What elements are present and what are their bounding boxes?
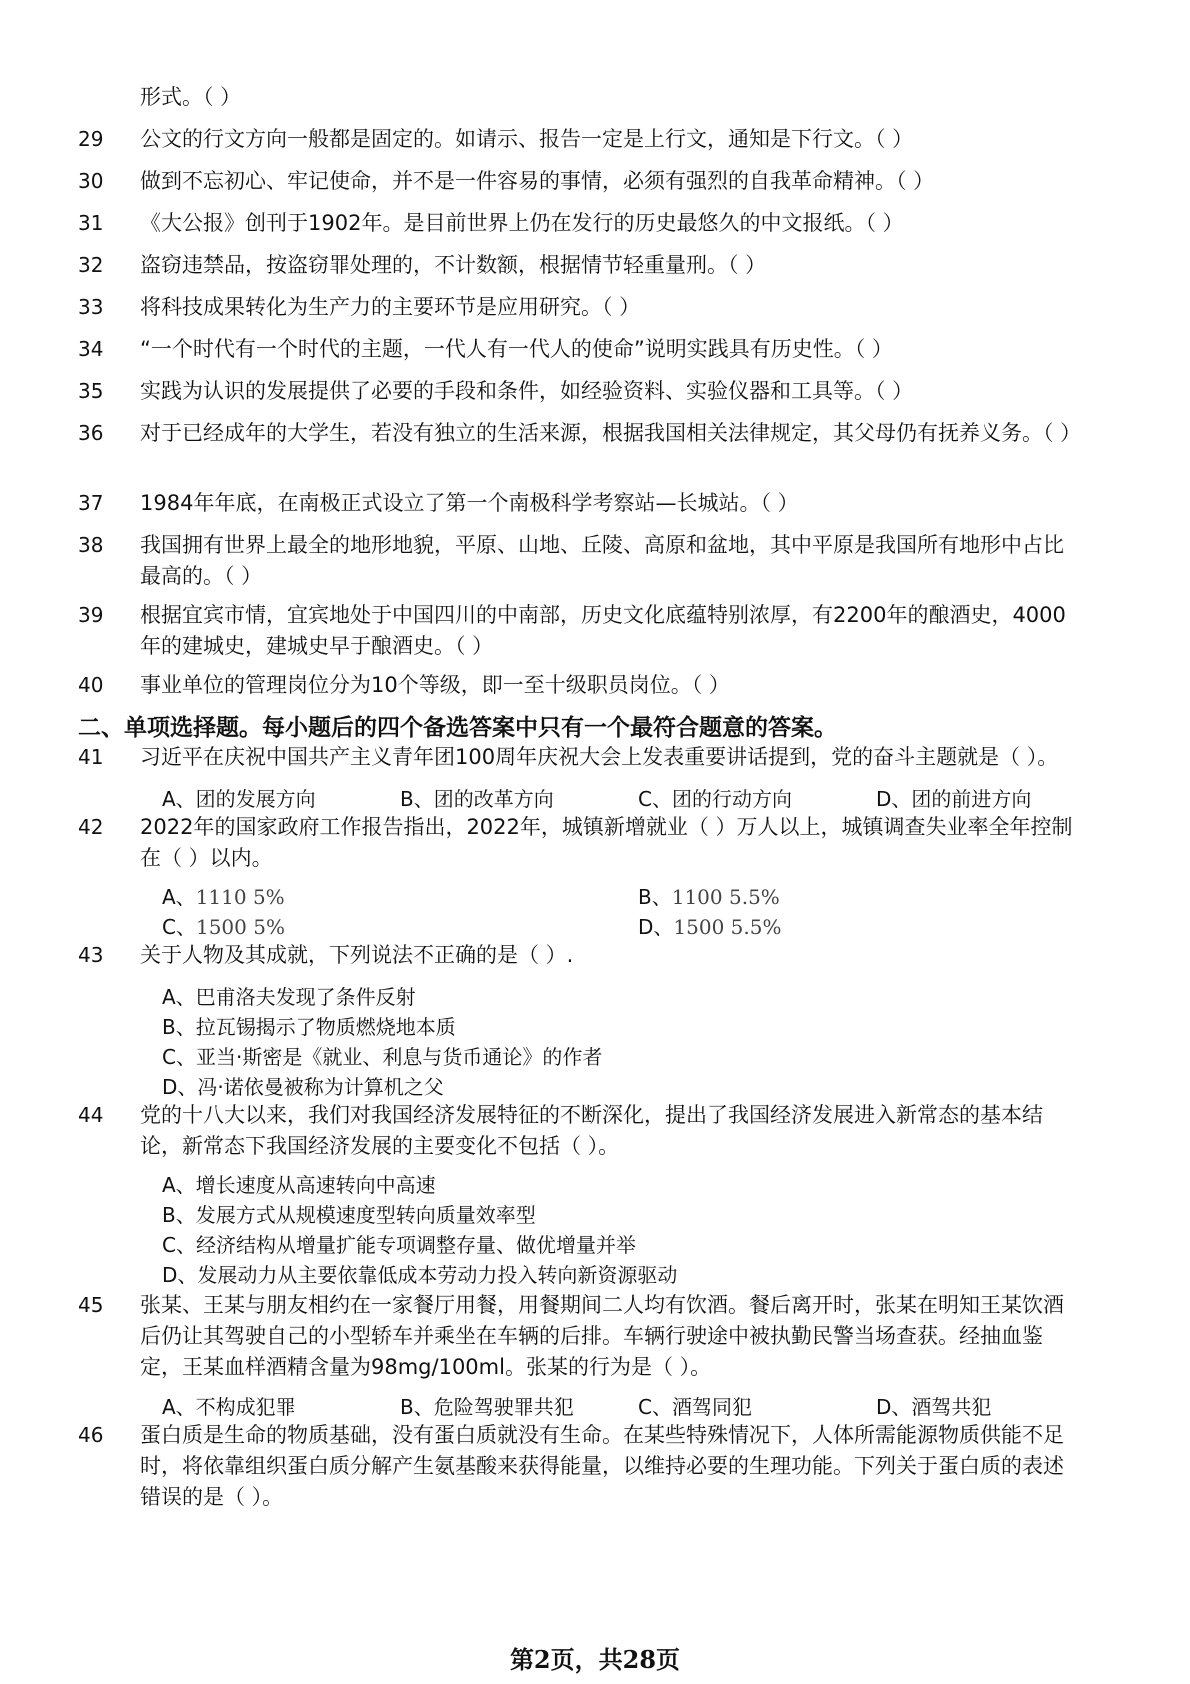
question-text: 将科技成果转化为生产力的主要环节是应用研究。（ ） [140, 295, 641, 319]
question-number: 29 [78, 127, 104, 151]
option-value: 1100 5.5% [671, 885, 780, 909]
option-c: C、酒驾同犯 [638, 1395, 752, 1419]
option-value: 1110 5% [195, 885, 285, 909]
question-text: 关于人物及其成就，下列说法不正确的是（ ）. [140, 943, 574, 967]
question-number: 32 [78, 253, 104, 277]
question-text: 我国拥有世界上最全的地形地貌，平原、山地、丘陵、高原和盆地，其中平原是我国所有地形中占比最高的。（ ） [140, 533, 1064, 588]
option-b: B、团的改革方向 [400, 787, 554, 811]
question-number: 45 [78, 1293, 104, 1317]
question-text: 做到不忘初心、牢记使命，并不是一件容易的事情，必须有强烈的自我革命精神。（ ） [140, 169, 935, 193]
question-number: 43 [78, 943, 104, 967]
option-value: 1500 5.5% [673, 915, 782, 939]
continuation-text: 形式。（ ） [140, 85, 242, 109]
question-text: 对于已经成年的大学生，若没有独立的生活来源，根据我国相关法律规定，其父母仍有抚养义务。（ ） [140, 421, 1082, 445]
question-number: 39 [78, 603, 104, 627]
question-text: 实践为认识的发展提供了必要的手段和条件，如经验资料、实验仪器和工具等。（ ） [140, 379, 914, 403]
question-text: 习近平在庆祝中国共产主义青年团100周年庆祝大会上发表重要讲话提到，党的奋斗主题就是（ ）。 [140, 745, 1059, 769]
option-b [638, 882, 780, 912]
question-number: 38 [78, 533, 104, 557]
question-number: 30 [78, 169, 104, 193]
question-number: 33 [78, 295, 104, 319]
question-number: 37 [78, 491, 104, 515]
option-c: C、亚当·斯密是《就业、利息与货币通论》的作者 [162, 1045, 603, 1069]
question-text: 盗窃违禁品，按盗窃罪处理的，不计数额，根据情节轻重量刑。（ ） [140, 253, 767, 277]
question-text: 公文的行文方向一般都是固定的。如请示、报告一定是上行文，通知是下行文。（ ） [140, 127, 914, 151]
option-a: A、团的发展方向 [162, 787, 316, 811]
option-d: D、冯·诺依曼被称为计算机之父 [162, 1075, 444, 1099]
option-b: B、发展方式从规模速度型转向质量效率型 [162, 1203, 536, 1227]
question-text: 张某、王某与朋友相约在一家餐厅用餐，用餐期间二人均有饮酒。餐后离开时，张某在明知王某饮酒后仍让其驾驶自己的小型轿车并乘坐在车辆的后排。车辆行驶途中被执勤民警当场查获。经抽血鉴定，王某血样酒精含量为98mg/100ml。张某的行为是（ ）。 [140, 1293, 1064, 1379]
question-text: 1984年年底，在南极正式设立了第一个南极科学考察站—长城站。（ ） [140, 491, 799, 515]
option-label: B、 [638, 885, 672, 909]
page-footer: 第2页，共28页 [509, 1645, 681, 1674]
option-d: D、团的前进方向 [876, 787, 1032, 811]
question-number: 42 [78, 815, 104, 839]
option-d: D、酒驾共犯 [876, 1395, 992, 1419]
question-text: 根据宜宾市情，宜宾地处于中国四川的中南部，历史文化底蕴特别浓厚，有2200年的酿酒史，4000年的建城史，建城史早于酿酒史。（ ） [140, 603, 1066, 658]
section-title: 二、单项选择题。每小题后的四个备选答案中只有一个最符合题意的答案。 [78, 715, 837, 741]
question-number: 40 [78, 673, 104, 697]
question-number: 35 [78, 379, 104, 403]
option-d [638, 912, 781, 942]
option-a: A、增长速度从高速转向中高速 [162, 1173, 436, 1197]
question-text: 2022年的国家政府工作报告指出，2022年，城镇新增就业（ ）万人以上，城镇调查失业率全年控制在（ ）以内。 [140, 815, 1073, 870]
question-number: 31 [78, 211, 104, 235]
option-label: D、 [638, 915, 674, 939]
question-text: 蛋白质是生命的物质基础，没有蛋白质就没有生命。在某些特殊情况下，人体所需能源物质供能不足时，将依靠组织蛋白质分解产生氨基酸来获得能量，以维持必要的生理功能。下列关于蛋白质的表述错误的是（ ）。 [140, 1423, 1064, 1509]
option-c: C、经济结构从增量扩能专项调整存量、做优增量并举 [162, 1233, 636, 1257]
option-label: C、 [162, 915, 196, 939]
option-b: B、危险驾驶罪共犯 [400, 1395, 574, 1419]
option-d: D、发展动力从主要依靠低成本劳动力投入转向新资源驱动 [162, 1263, 678, 1287]
option-c: C、团的行动方向 [638, 787, 792, 811]
option-b: B、拉瓦锡揭示了物质燃烧地本质 [162, 1015, 456, 1039]
question-text: 事业单位的管理岗位分为10个等级，即一至十级职员岗位。（ ） [140, 673, 730, 697]
question-number: 46 [78, 1423, 104, 1447]
option-a: A、不构成犯罪 [162, 1395, 296, 1419]
question-number: 41 [78, 745, 104, 769]
question-number: 44 [78, 1103, 104, 1127]
option-value: 1500 5% [195, 915, 285, 939]
question-text: “一个时代有一个时代的主题，一代人有一代人的使命”说明实践具有历史性。（ ） [140, 337, 893, 361]
question-number: 34 [78, 337, 104, 361]
option-a: A、巴甫洛夫发现了条件反射 [162, 985, 416, 1009]
question-number: 36 [78, 421, 104, 445]
question-text: 《大公报》创刊于1902年。是目前世界上仍在发行的历史最悠久的中文报纸。（ ） [140, 211, 904, 235]
question-text: 党的十八大以来，我们对我国经济发展特征的不断深化，提出了我国经济发展进入新常态的基本结论，新常态下我国经济发展的主要变化不包括（ ）。 [140, 1103, 1043, 1158]
option-label: A、 [162, 885, 196, 909]
option-a [162, 882, 285, 912]
option-c [162, 912, 285, 942]
